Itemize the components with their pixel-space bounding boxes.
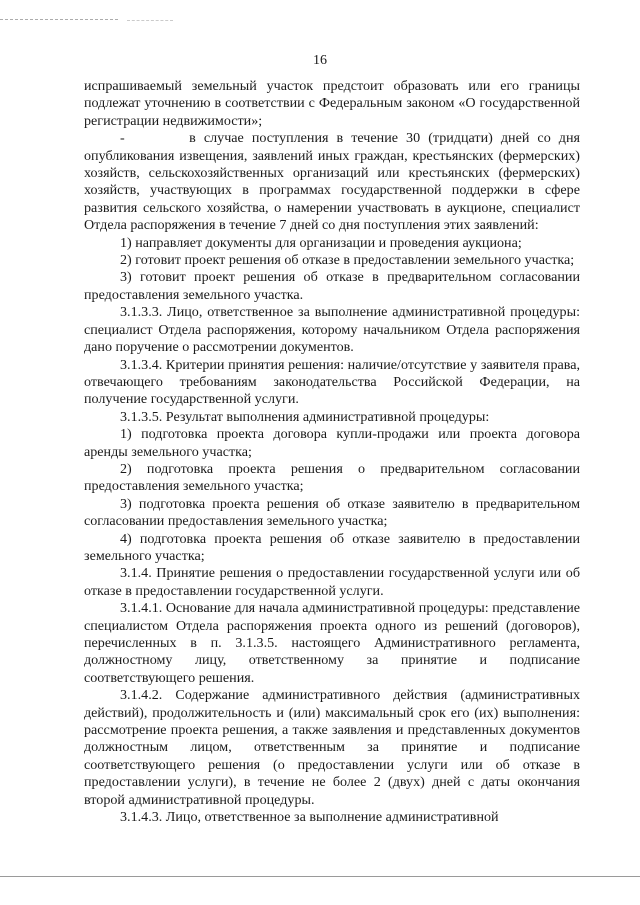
paragraph-list-item: 1) направляет документы для организации и проведения аукциона;	[120, 234, 522, 251]
page-number: 16	[313, 53, 327, 68]
paragraph-section-3-1-3-3: 3.1.3.3. Лицо, ответственное за выполнение административной процедуры: специалист Отдела распоряжения, которому начальником Отдела распоряжения дано поручение о рассмотрении документов.	[84, 304, 580, 356]
paragraph-section-3-1-4-1: 3.1.4.1. Основание для начала административной процедуры: представление специалистом Отдела распоряжения проекта одного из решений (договоров), перечисленных в п. 3.1.3.5. настоящего Административного регламента, должностному лицу, ответственному за принятие и подписание соответствующего решения.	[84, 600, 580, 686]
paragraph-section-3-1-4: 3.1.4. Принятие решения о предоставлении государственной услуги или об отказе в предоставлении государственной услуги.	[84, 565, 580, 599]
paragraph-list-item: 2) готовит проект решения об отказе в предоставлении земельного участка;	[120, 252, 575, 269]
paragraph-list-item: 2) подготовка проекта решения о предварительном согласовании предоставления земельного участка;	[84, 460, 580, 495]
paragraph-section-3-1-4-2: 3.1.4.2. Содержание административного действия (административных действий), продолжительность и (или) максимальный срок его (их) выполнения: рассмотрение проекта решения, а также заявления и представленных документов должностным лицом, ответственным за принятие и подписание соответствующего решения (о предоставлении услуги или об отказе в предоставлении услуги), в течение не более 2 (двух) дней с даты окончания второй административной процедуры.	[84, 687, 580, 808]
paragraph-list-item: 3) подготовка проекта решения об отказе заявителю в предварительном согласовании предоставления земельного участка;	[84, 495, 580, 530]
paragraph-dash-item: - в случае поступления в течение 30 (тридцати) дней со дня опубликования извещения, заявлений иных граждан, крестьянских (фермерских) хозяйств, сельскохозяйственных организаций или крестьянских (фермерских) хозяйств, участвующих в программах государственной поддержки в сфере развития сельского хозяйства, о намерении участвовать в аукционе, специалист Отдела распоряжения в течение 7 дней со дня поступления этих заявлений:	[84, 130, 580, 234]
paragraph: испрашиваемый земельный участок предстоит образовать или его границы подлежат уточнению в соответствии с Федеральным законом «О государственной регистрации недвижимости»;	[84, 78, 580, 129]
document-body	[84, 78, 580, 826]
paragraph-section-3-1-4-3: 3.1.4.3. Лицо, ответственное за выполнение административной	[120, 809, 499, 826]
paragraph-list-item: 3) готовит проект решения об отказе в предварительном согласовании предоставления земельного участка.	[84, 269, 580, 303]
scan-edge-line	[0, 876, 640, 877]
scan-edge-mark	[127, 20, 173, 21]
paragraph-section-3-1-3-5: 3.1.3.5. Результат выполнения административной процедуры:	[120, 408, 490, 425]
paragraph-section-3-1-3-4: 3.1.3.4. Критерии принятия решения: наличие/отсутствие у заявителя права, отвечающего требованиям законодательства Российской Федерации, на получение государственной услуги.	[84, 356, 580, 408]
paragraph-list-item: 4) подготовка проекта решения об отказе заявителю в предоставлении земельного участка;	[84, 530, 580, 564]
scan-edge-mark	[0, 19, 118, 20]
paragraph-list-item: 1) подготовка проекта договора купли-продажи или проекта договора аренды земельного участка;	[84, 426, 580, 460]
